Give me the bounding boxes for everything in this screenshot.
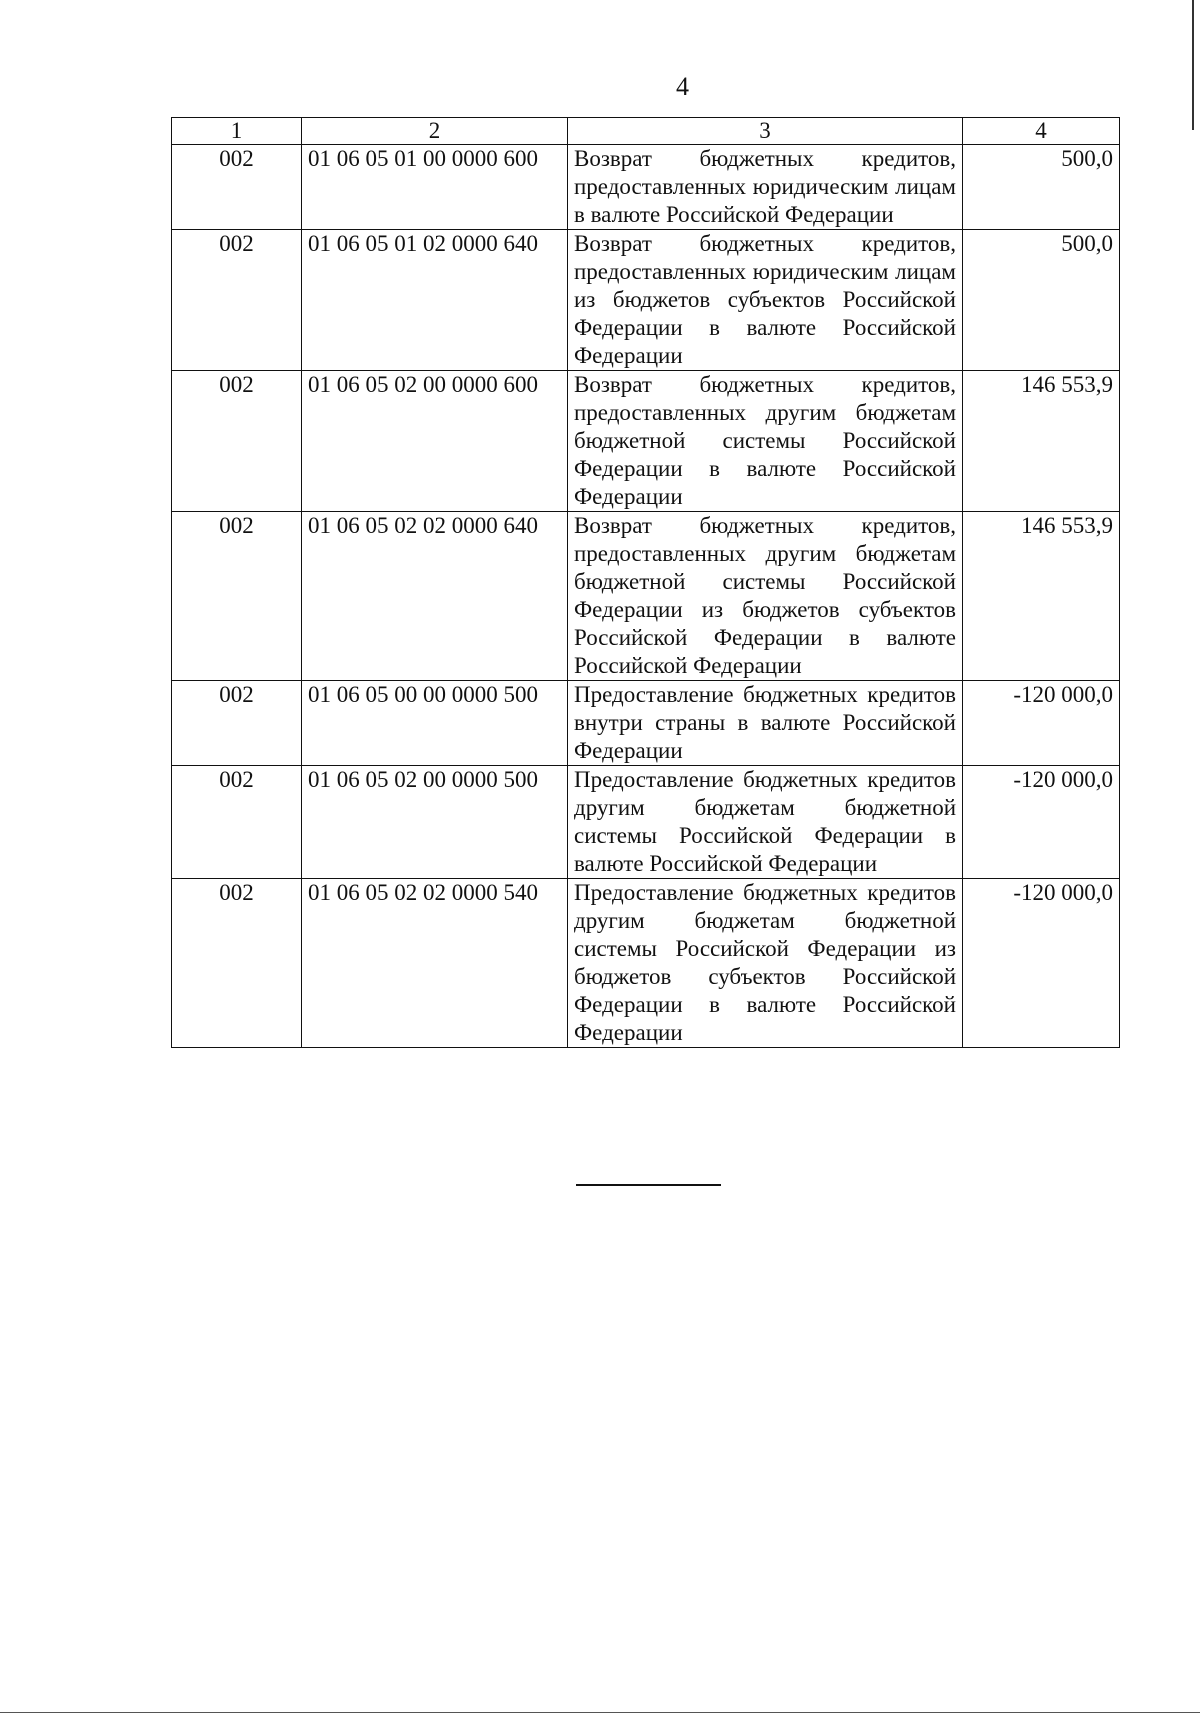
source-name-cell: Возврат бюджетных кредитов, предоставленных юридическим лицам в валюте Российской Федерации (568, 145, 963, 230)
page-number: 4 (676, 72, 689, 101)
table-row (172, 371, 1120, 512)
classification-code-cell: 01 06 05 00 00 0000 500 (302, 681, 568, 766)
scan-edge-line (0, 1712, 1200, 1713)
admin-code-cell: 002 (172, 879, 302, 1048)
source-name-cell: Предоставление бюджетных кредитов другим бюджетам бюджетной системы Российской Федерации из бюджетов субъектов Российской Федерации в валюте Российской Федерации (568, 879, 963, 1048)
source-name-cell: Возврат бюджетных кредитов, предоставленных другим бюджетам бюджетной системы Российской Федерации из бюджетов субъектов Российской Федерации в валюте Российской Федерации (568, 512, 963, 681)
table-row (172, 766, 1120, 879)
table-row (172, 145, 1120, 230)
table-row (172, 512, 1120, 681)
amount-cell: -120 000,0 (963, 766, 1120, 879)
column-header-1: 1 (172, 118, 302, 145)
admin-code-cell: 002 (172, 681, 302, 766)
classification-code-cell: 01 06 05 02 02 0000 540 (302, 879, 568, 1048)
admin-code-cell: 002 (172, 766, 302, 879)
classification-code-cell: 01 06 05 02 00 0000 500 (302, 766, 568, 879)
table-row (172, 879, 1120, 1048)
column-header-3: 3 (568, 118, 963, 145)
amount-cell: 146 553,9 (963, 512, 1120, 681)
admin-code-cell: 002 (172, 145, 302, 230)
table-row (172, 681, 1120, 766)
classification-code-cell: 01 06 05 02 02 0000 640 (302, 512, 568, 681)
table-row (172, 230, 1120, 371)
source-name-cell: Возврат бюджетных кредитов, предоставленных другим бюджетам бюджетной системы Российской Федерации в валюте Российской Федерации (568, 371, 963, 512)
budget-sources-table (171, 117, 1120, 1048)
amount-cell: -120 000,0 (963, 681, 1120, 766)
source-name-cell: Возврат бюджетных кредитов, предоставленных юридическим лицам из бюджетов субъектов Российской Федерации в валюте Российской Федерации (568, 230, 963, 371)
classification-code-cell: 01 06 05 01 00 0000 600 (302, 145, 568, 230)
amount-cell: -120 000,0 (963, 879, 1120, 1048)
admin-code-cell: 002 (172, 371, 302, 512)
column-header-2: 2 (302, 118, 568, 145)
admin-code-cell: 002 (172, 230, 302, 371)
source-name-cell: Предоставление бюджетных кредитов другим бюджетам бюджетной системы Российской Федерации в валюте Российской Федерации (568, 766, 963, 879)
amount-cell: 500,0 (963, 145, 1120, 230)
table-header-row (172, 118, 1120, 145)
classification-code-cell: 01 06 05 01 02 0000 640 (302, 230, 568, 371)
source-name-cell: Предоставление бюджетных кредитов внутри страны в валюте Российской Федерации (568, 681, 963, 766)
amount-cell: 146 553,9 (963, 371, 1120, 512)
amount-cell: 500,0 (963, 230, 1120, 371)
scan-edge-line (1192, 0, 1194, 130)
column-header-4: 4 (963, 118, 1120, 145)
classification-code-cell: 01 06 05 02 00 0000 600 (302, 371, 568, 512)
admin-code-cell: 002 (172, 512, 302, 681)
end-of-table-rule (576, 1184, 721, 1186)
